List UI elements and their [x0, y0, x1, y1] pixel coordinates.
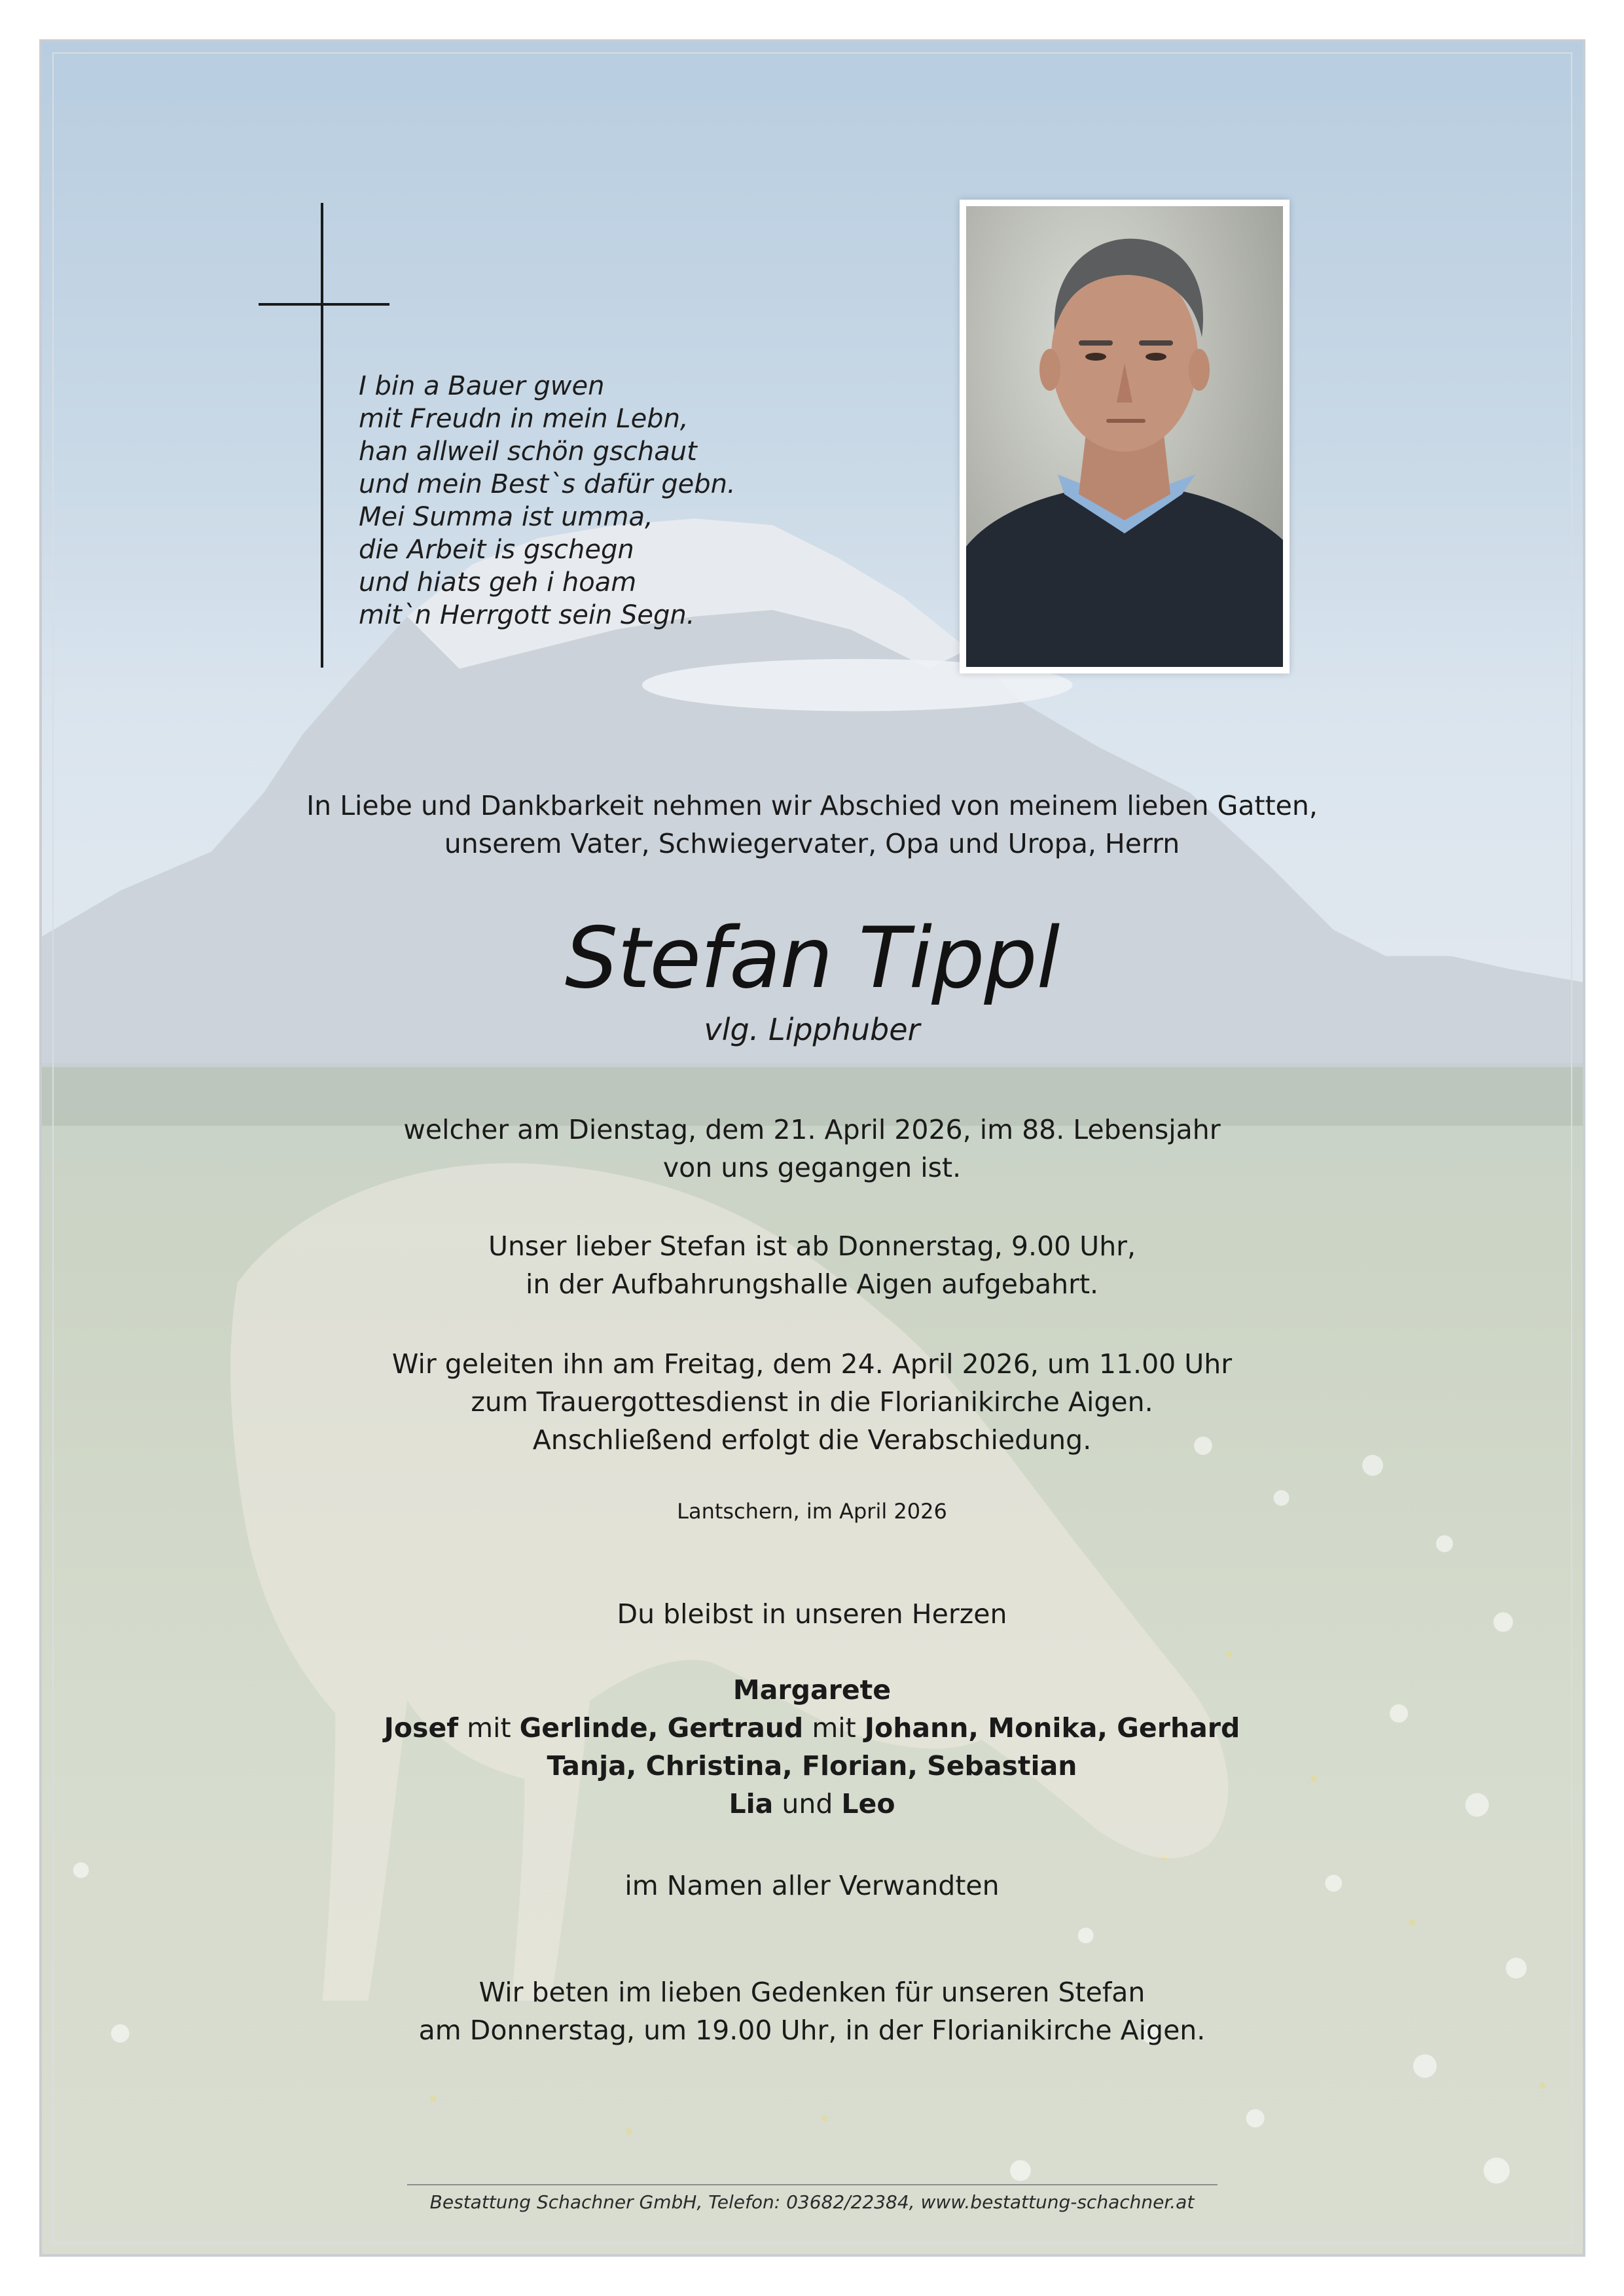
relatives-line: im Namen aller Verwandten [624, 1870, 1000, 1901]
prayer-notice [0, 1973, 1624, 2049]
footer-divider [407, 2184, 1218, 2185]
death-line-1: welcher am Dienstag, dem 21. April 2026, im 88. Lebensjahr [403, 1114, 1221, 1145]
poem [359, 370, 948, 632]
intro-text [0, 787, 1624, 863]
family-name: Johann, Monika, Gerhard [864, 1712, 1240, 1744]
family-name: Josef [384, 1712, 459, 1744]
poem-line: und mein Best`s dafür gebn. [359, 469, 736, 499]
deceased-vulgo: vlg. Lipphuber [704, 1012, 920, 1047]
death-line-2: von uns gegangen ist. [662, 1152, 962, 1183]
poem-line: mit Freudn in mein Lebn, [359, 404, 689, 434]
family-name: Gerlinde, Gertraud [519, 1712, 804, 1744]
family-name: Leo [841, 1788, 895, 1820]
poem-line: Mei Summa ist umma, [359, 502, 653, 532]
funeral-line-2: zum Trauergottesdienst in die Florianikirche Aigen. [471, 1386, 1153, 1418]
place-date: Lantschern, im April 2026 [677, 1499, 947, 1524]
poem-line: die Arbeit is gschegn [359, 535, 634, 565]
intro-line-1: In Liebe und Dankbarkeit nehmen wir Abschied von meinem lieben Gatten, [306, 790, 1318, 821]
portrait-photo [960, 200, 1290, 673]
intro-line-2: unserem Vater, Schwiegervater, Opa und Uropa, Herrn [444, 828, 1180, 859]
funeral-line-1: Wir geleiten ihn am Freitag, dem 24. April 2026, um 11.00 Uhr [391, 1348, 1233, 1380]
funeral-line-3: Anschließend erfolgt die Verabschiedung. [532, 1424, 1092, 1456]
laid-out-notice [0, 1227, 1624, 1303]
family-name: Margarete [732, 1674, 892, 1706]
death-notice [0, 1111, 1624, 1187]
poem-line: mit`n Herrgott sein Segn. [359, 600, 695, 630]
portrait-image [966, 206, 1283, 667]
poem-line: und hiats geh i hoam [359, 567, 637, 598]
family-line-3 [0, 1747, 1624, 1785]
family-line-1 [0, 1671, 1624, 1709]
funeral-notice [0, 1345, 1624, 1459]
portrait-illustration [966, 206, 1283, 667]
laid-out-line-1: Unser lieber Stefan ist ab Donnerstag, 9.00 Uhr, [488, 1230, 1136, 1262]
family-connector: und [773, 1788, 842, 1820]
family-connector: mit [458, 1712, 520, 1744]
family-line-4 [0, 1785, 1624, 1823]
family-list [0, 1671, 1624, 1823]
poem-line: han allweil schön gschaut [359, 437, 697, 467]
family-name: Lia [729, 1788, 774, 1820]
family-line-2 [0, 1709, 1624, 1747]
footer-text: Bestattung Schachner GmbH, Telefon: 03682/22384, www.bestattung-schachner.at [429, 2191, 1195, 2213]
family-connector: mit [803, 1712, 865, 1744]
prayer-line-2: am Donnerstag, um 19.00 Uhr, in der Florianikirche Aigen. [418, 2015, 1206, 2046]
deceased-name: Stefan Tippl [564, 910, 1060, 1007]
poem-line: I bin a Bauer gwen [359, 371, 605, 401]
laid-out-line-2: in der Aufbahrungshalle Aigen aufgebahrt. [525, 1268, 1099, 1300]
prayer-line-1: Wir beten im lieben Gedenken für unseren Stefan [478, 1977, 1146, 2008]
family-name: Tanja, Christina, Florian, Sebastian [547, 1750, 1077, 1782]
heart-line: Du bleibst in unseren Herzen [617, 1598, 1007, 1630]
